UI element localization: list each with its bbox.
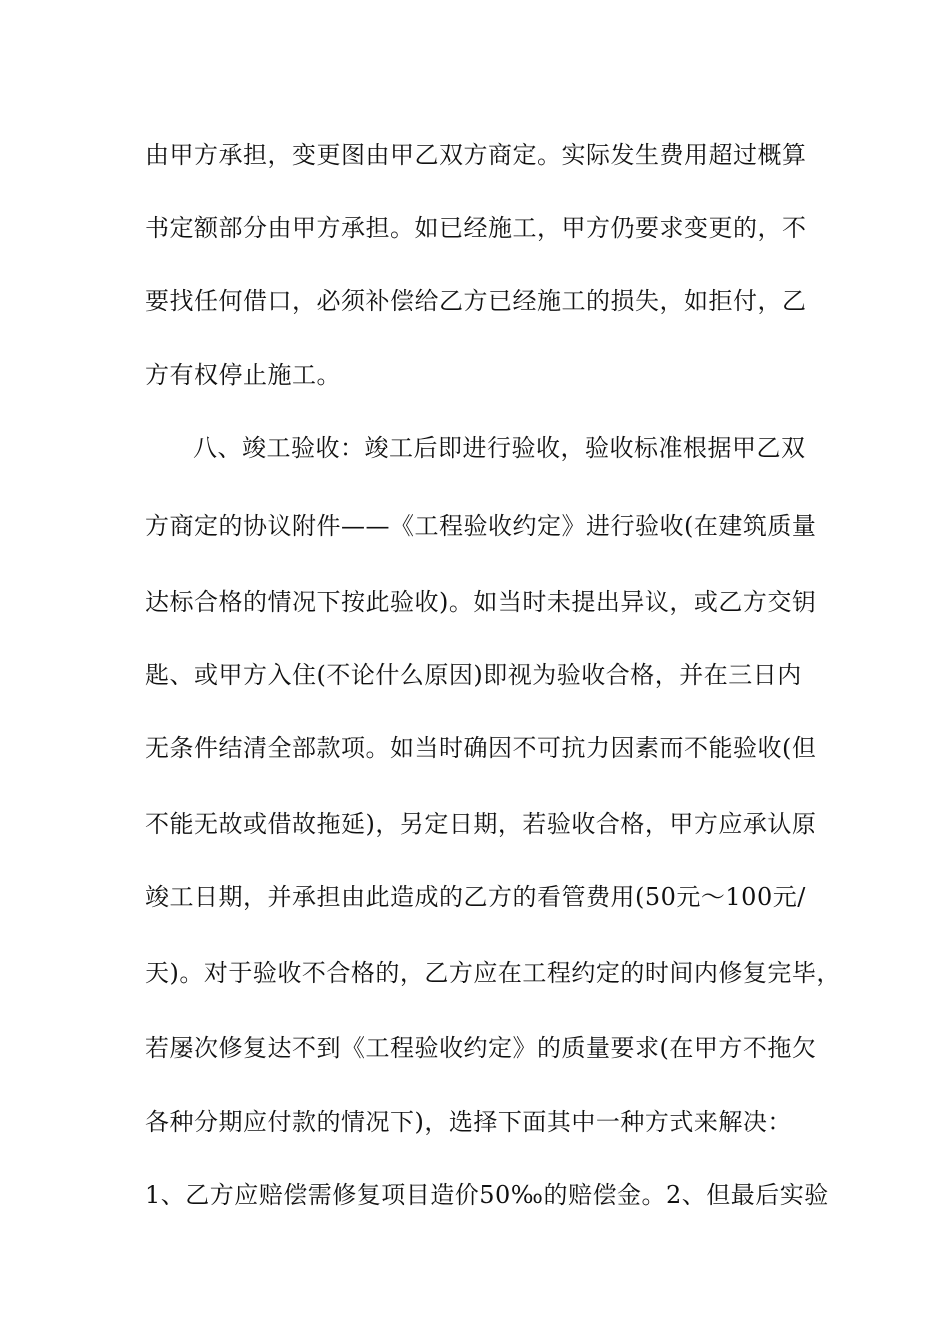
- text-line: 无条件结清全部款项。如当时确因不可抗力因素而不能验收(但: [145, 734, 817, 762]
- text-line: 要找任何借口，必须补偿给乙方已经施工的损失，如拒付，乙: [145, 287, 807, 315]
- text-line: 不能无故或借故拖延)，另定日期，若验收合格，甲方应承认原: [145, 810, 817, 838]
- text-line: 方有权停止施工。: [145, 361, 341, 389]
- text-line: 书定额部分由甲方承担。如已经施工，甲方仍要求变更的，不: [145, 214, 807, 242]
- text-line: 各种分期应付款的情况下)，选择下面其中一种方式来解决：: [145, 1108, 792, 1136]
- text-line: 竣工日期，并承担由此造成的乙方的看管费用(50元～100元/: [145, 883, 806, 911]
- text-line: 天)。对于验收不合格的，乙方应在工程约定的时间内修复完毕，: [145, 959, 841, 987]
- text-line: 匙、或甲方入住(不论什么原因)即视为验收合格，并在三日内: [145, 661, 802, 689]
- text-line: 1、乙方应赔偿需修复项目造价50‰的赔偿金。2、但最后实验: [145, 1181, 829, 1209]
- paragraph-heading-line: 八、竣工验收：竣工后即进行验收，验收标准根据甲乙双: [193, 434, 806, 462]
- text-line: 由甲方承担，变更图由甲乙双方商定。实际发生费用超过概算: [145, 141, 807, 169]
- text-line: 若屡次修复达不到《工程验收约定》的质量要求(在甲方不拖欠: [145, 1034, 817, 1062]
- text-line: 方商定的协议附件——《工程验收约定》进行验收(在建筑质量: [145, 512, 817, 540]
- text-line: 达标合格的情况下按此验收)。如当时未提出异议，或乙方交钥: [145, 588, 817, 616]
